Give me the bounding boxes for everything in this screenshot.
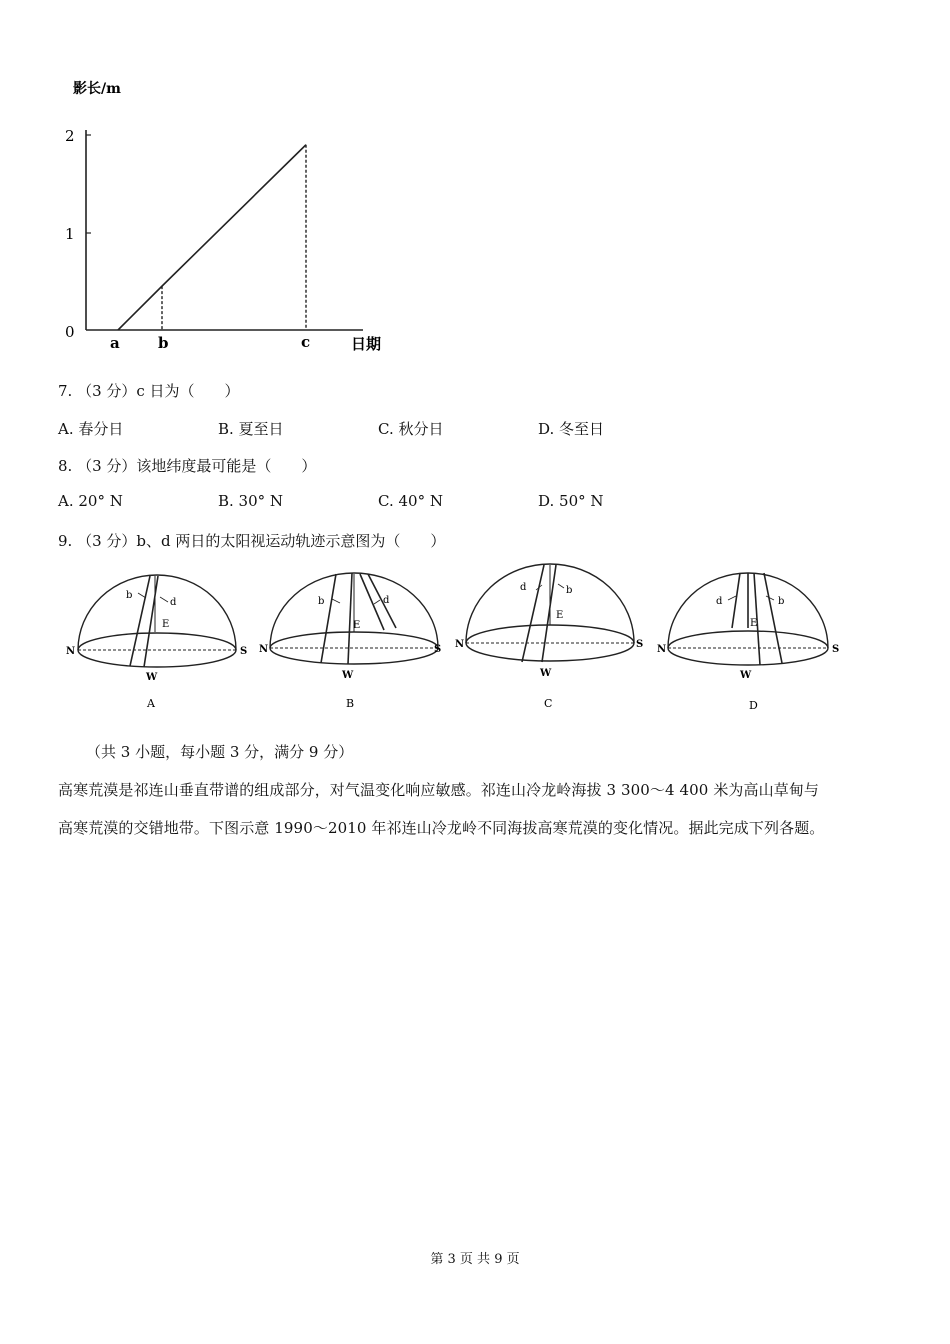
chart-series-line (118, 145, 306, 330)
sun-path-diagram-b[interactable] (256, 570, 446, 715)
diagram-a-label-b: b (126, 590, 133, 601)
chart-x-label: 日期 (351, 335, 382, 353)
diagram-b-label-s: S (434, 644, 442, 655)
diagram-d-label-d: d (716, 596, 723, 607)
section-paragraph-line-1: 高寒荒漠是祁连山垂直带谱的组成部分，对气温变化响应敏感。祁连山冷龙岭海拔 3 300～4 400 米为高山草甸与 (58, 781, 820, 799)
chart-y-tick-label-2: 2 (65, 127, 75, 145)
diagram-c-label-w: W (540, 668, 552, 679)
sun-path-diagram-c[interactable] (452, 560, 642, 715)
question-8-option-c[interactable]: C. 40° N (378, 492, 443, 510)
section-paragraph-line-2: 高寒荒漠的交错地带。下图示意 1990～2010 年祁连山冷龙岭不同海拔高寒荒漠的变化情况。据此完成下列各题。 (58, 819, 825, 837)
diagram-d-label-s: S (832, 644, 840, 655)
diagram-b-caption: B (346, 697, 355, 710)
page-footer: 第 3 页 共 9 页 (430, 1252, 520, 1267)
question-8-option-b[interactable]: B. 30° N (218, 492, 284, 510)
diagram-c-label-n: N (455, 639, 465, 650)
diagram-a-label-n: N (66, 646, 76, 657)
diagram-b-label-e: E (353, 620, 361, 631)
diagram-a-label-w: W (146, 672, 158, 683)
chart-y-tick-label-1: 1 (65, 225, 75, 243)
question-8-option-a[interactable]: A. 20° N (58, 492, 123, 510)
question-7-stem: 7. （3 分）c 日为（ ） (58, 382, 240, 400)
question-8-stem: 8. （3 分）该地纬度最可能是（ ） (58, 457, 317, 475)
question-7-option-a[interactable]: A. 春分日 (58, 420, 124, 438)
diagram-a-caption: A (147, 697, 155, 710)
diagram-c-label-b: b (566, 585, 573, 596)
chart-x-tick-label-c: c (301, 333, 311, 351)
question-7-option-b[interactable]: B. 夏至日 (218, 420, 284, 438)
sun-path-diagram-a[interactable] (62, 570, 252, 715)
sun-path-diagram-d[interactable] (652, 570, 847, 718)
question-9-stem: 9. （3 分）b、d 两日的太阳视运动轨迹示意图为（ ） (58, 532, 446, 550)
diagram-d-label-w: W (740, 670, 752, 681)
diagram-c-label-s: S (636, 639, 644, 650)
question-7-option-c[interactable]: C. 秋分日 (378, 420, 444, 438)
diagram-a-label-s: S (240, 646, 248, 657)
diagram-d-caption: D (749, 699, 758, 712)
section-header: （共 3 小题，每小题 3 分，满分 9 分） (86, 743, 354, 761)
diagram-a-label-d: d (170, 597, 177, 608)
diagram-c-label-e: E (556, 610, 564, 621)
chart-x-tick-label-b: b (158, 334, 169, 352)
question-8-option-d[interactable]: D. 50° N (538, 492, 604, 510)
diagram-d-label-n: N (657, 644, 667, 655)
diagram-d-label-e: E (750, 618, 758, 629)
diagram-d-label-b: b (778, 596, 785, 607)
chart-y-tick-label-0: 0 (65, 323, 75, 341)
shadow-length-chart (55, 75, 395, 360)
question-7-option-d[interactable]: D. 冬至日 (538, 420, 605, 438)
diagram-b-label-d: d (383, 595, 390, 606)
chart-y-label: 影长/m (73, 81, 121, 97)
diagram-a-label-e: E (162, 619, 170, 630)
diagram-c-caption: C (544, 697, 553, 710)
chart-x-tick-label-a: a (110, 334, 120, 352)
diagram-b-label-n: N (259, 644, 269, 655)
diagram-c-label-d: d (520, 582, 527, 593)
diagram-b-label-w: W (342, 670, 354, 681)
diagram-b-label-b: b (318, 596, 325, 607)
